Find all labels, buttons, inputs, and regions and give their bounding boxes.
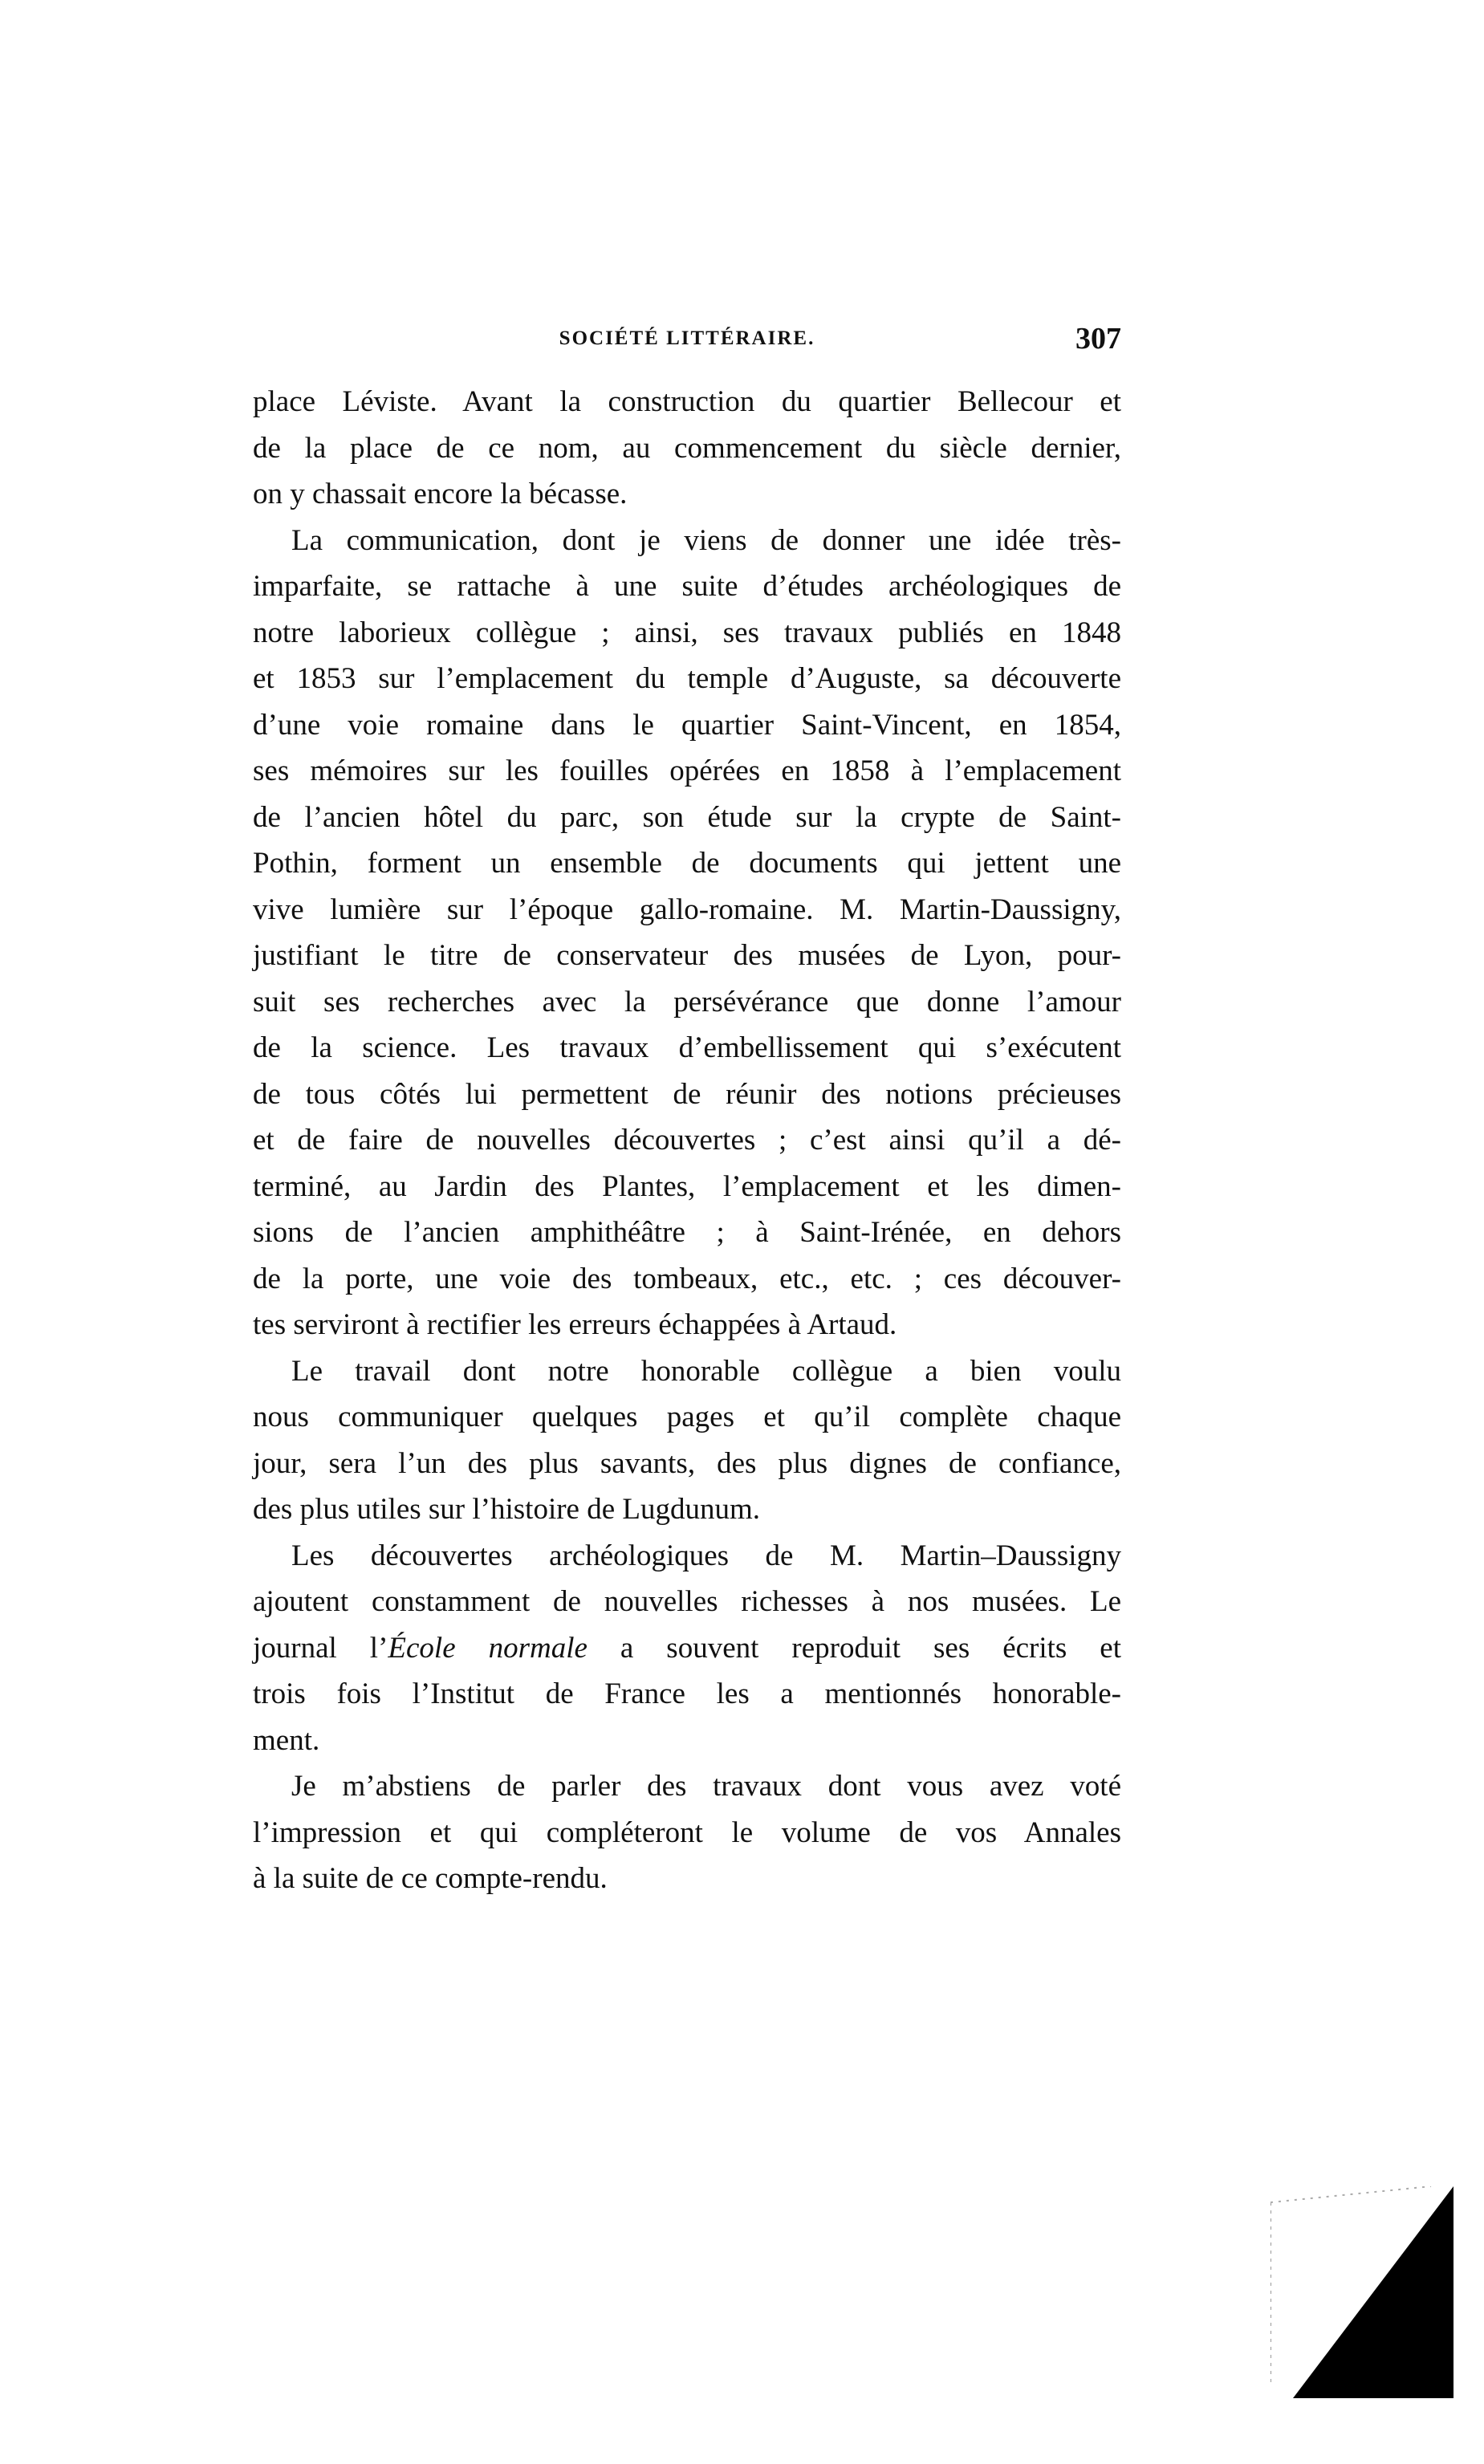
text-line (253, 1625, 1121, 1672)
text-line: et de faire de nouvelles découvertes ; c’est ainsi qu’il a dé- (253, 1124, 1121, 1157)
text-line: place Léviste. Avant la construction du quartier Bellecour et (253, 385, 1121, 418)
page-header (253, 321, 1121, 361)
text-line: on y chassait encore la bécasse. (253, 478, 628, 510)
text-line: tes serviront à rectifier les erreurs échappées à Artaud. (253, 1308, 897, 1341)
text-line: nous communiquer quelques pages et qu’il complète chaque (253, 1401, 1121, 1433)
text-line: Le travail dont notre honorable collègue a bien voulu (291, 1354, 1121, 1388)
scan-edge-line (1271, 2186, 1431, 2202)
text-line: terminé, au Jardin des Plantes, l’emplacement et les dimen- (253, 1169, 1121, 1203)
text-line: suit ses recherches avec la persévérance que donne l’amour (253, 985, 1121, 1019)
text-line: justifiant le titre de conservateur des musées de Lyon, pour- (253, 939, 1121, 972)
text-line: de la place de ce nom, au commencement du siècle dernier, (253, 431, 1121, 465)
paragraph (253, 518, 1121, 1348)
text-line: de tous côtés lui permettent de réunir des notions précieuses (253, 1077, 1121, 1111)
text-line: et 1853 sur l’emplacement du temple d’Auguste, sa découverte (253, 662, 1121, 695)
text-line: d’une voie romaine dans le quartier Saint-Vincent, en 1854, (253, 708, 1121, 742)
journal-title: École normale (388, 1631, 588, 1665)
text-line: l’impression et qui compléteront le volume de vos Annales (253, 1815, 1121, 1849)
text-line: imparfaite, se rattache à une suite d’études archéologiques de (253, 570, 1121, 603)
text-line: ajoutent constamment de nouvelles richesses à nos musées. Le (253, 1585, 1121, 1618)
text-line: Pothin, forment un ensemble de documents qui jettent une (253, 847, 1121, 880)
paragraph (253, 1533, 1121, 1764)
text-line: de l’ancien hôtel du parc, son étude sur la crypte de Saint- (253, 800, 1121, 834)
text-line: La communication, dont je viens de donner une idée très- (291, 523, 1121, 557)
text-line: de la science. Les travaux d’embellissement qui s’exécutent (253, 1031, 1121, 1064)
text-line: Les découvertes archéologiques de M. Martin–Daussigny (291, 1539, 1121, 1572)
text-line: Je m’abstiens de parler des travaux dont vous avez voté (291, 1770, 1121, 1803)
text-span: journal l’ (253, 1631, 388, 1665)
page-number: 307 (1075, 322, 1121, 356)
black-corner-triangle (1293, 2186, 1454, 2398)
running-title: SOCIÉTÉ LITTÉRAIRE. (559, 327, 815, 349)
text-span: a souvent reproduit ses écrits et (587, 1631, 1121, 1665)
text-line: des plus utiles sur l’histoire de Lugdunum. (253, 1493, 761, 1526)
text-line: de la porte, une voie des tombeaux, etc., etc. ; ces découver- (253, 1262, 1121, 1295)
text-line: à la suite de ce compte-rendu. (253, 1862, 608, 1895)
body-text (253, 379, 1121, 1902)
text-line: notre laborieux collègue ; ainsi, ses travaux publiés en 1848 (253, 616, 1121, 649)
text-line: jour, sera l’un des plus savants, des plus dignes de confiance, (253, 1446, 1121, 1480)
text-line: sions de l’ancien amphithéâtre ; à Saint-Irénée, en dehors (253, 1216, 1121, 1249)
text-line: vive lumière sur l’époque gallo-romaine. M. Martin-Daussigny, (253, 892, 1121, 926)
text-line: ses mémoires sur les fouilles opérées en 1858 à l’emplacement (253, 754, 1121, 787)
text-line: trois fois l’Institut de France les a mentionnés honorable- (253, 1677, 1121, 1710)
paragraph (253, 1348, 1121, 1533)
text-line: ment. (253, 1723, 320, 1757)
paragraph (253, 379, 1121, 518)
scan-corner-triangle (1271, 2186, 1454, 2398)
paragraph (253, 1763, 1121, 1902)
